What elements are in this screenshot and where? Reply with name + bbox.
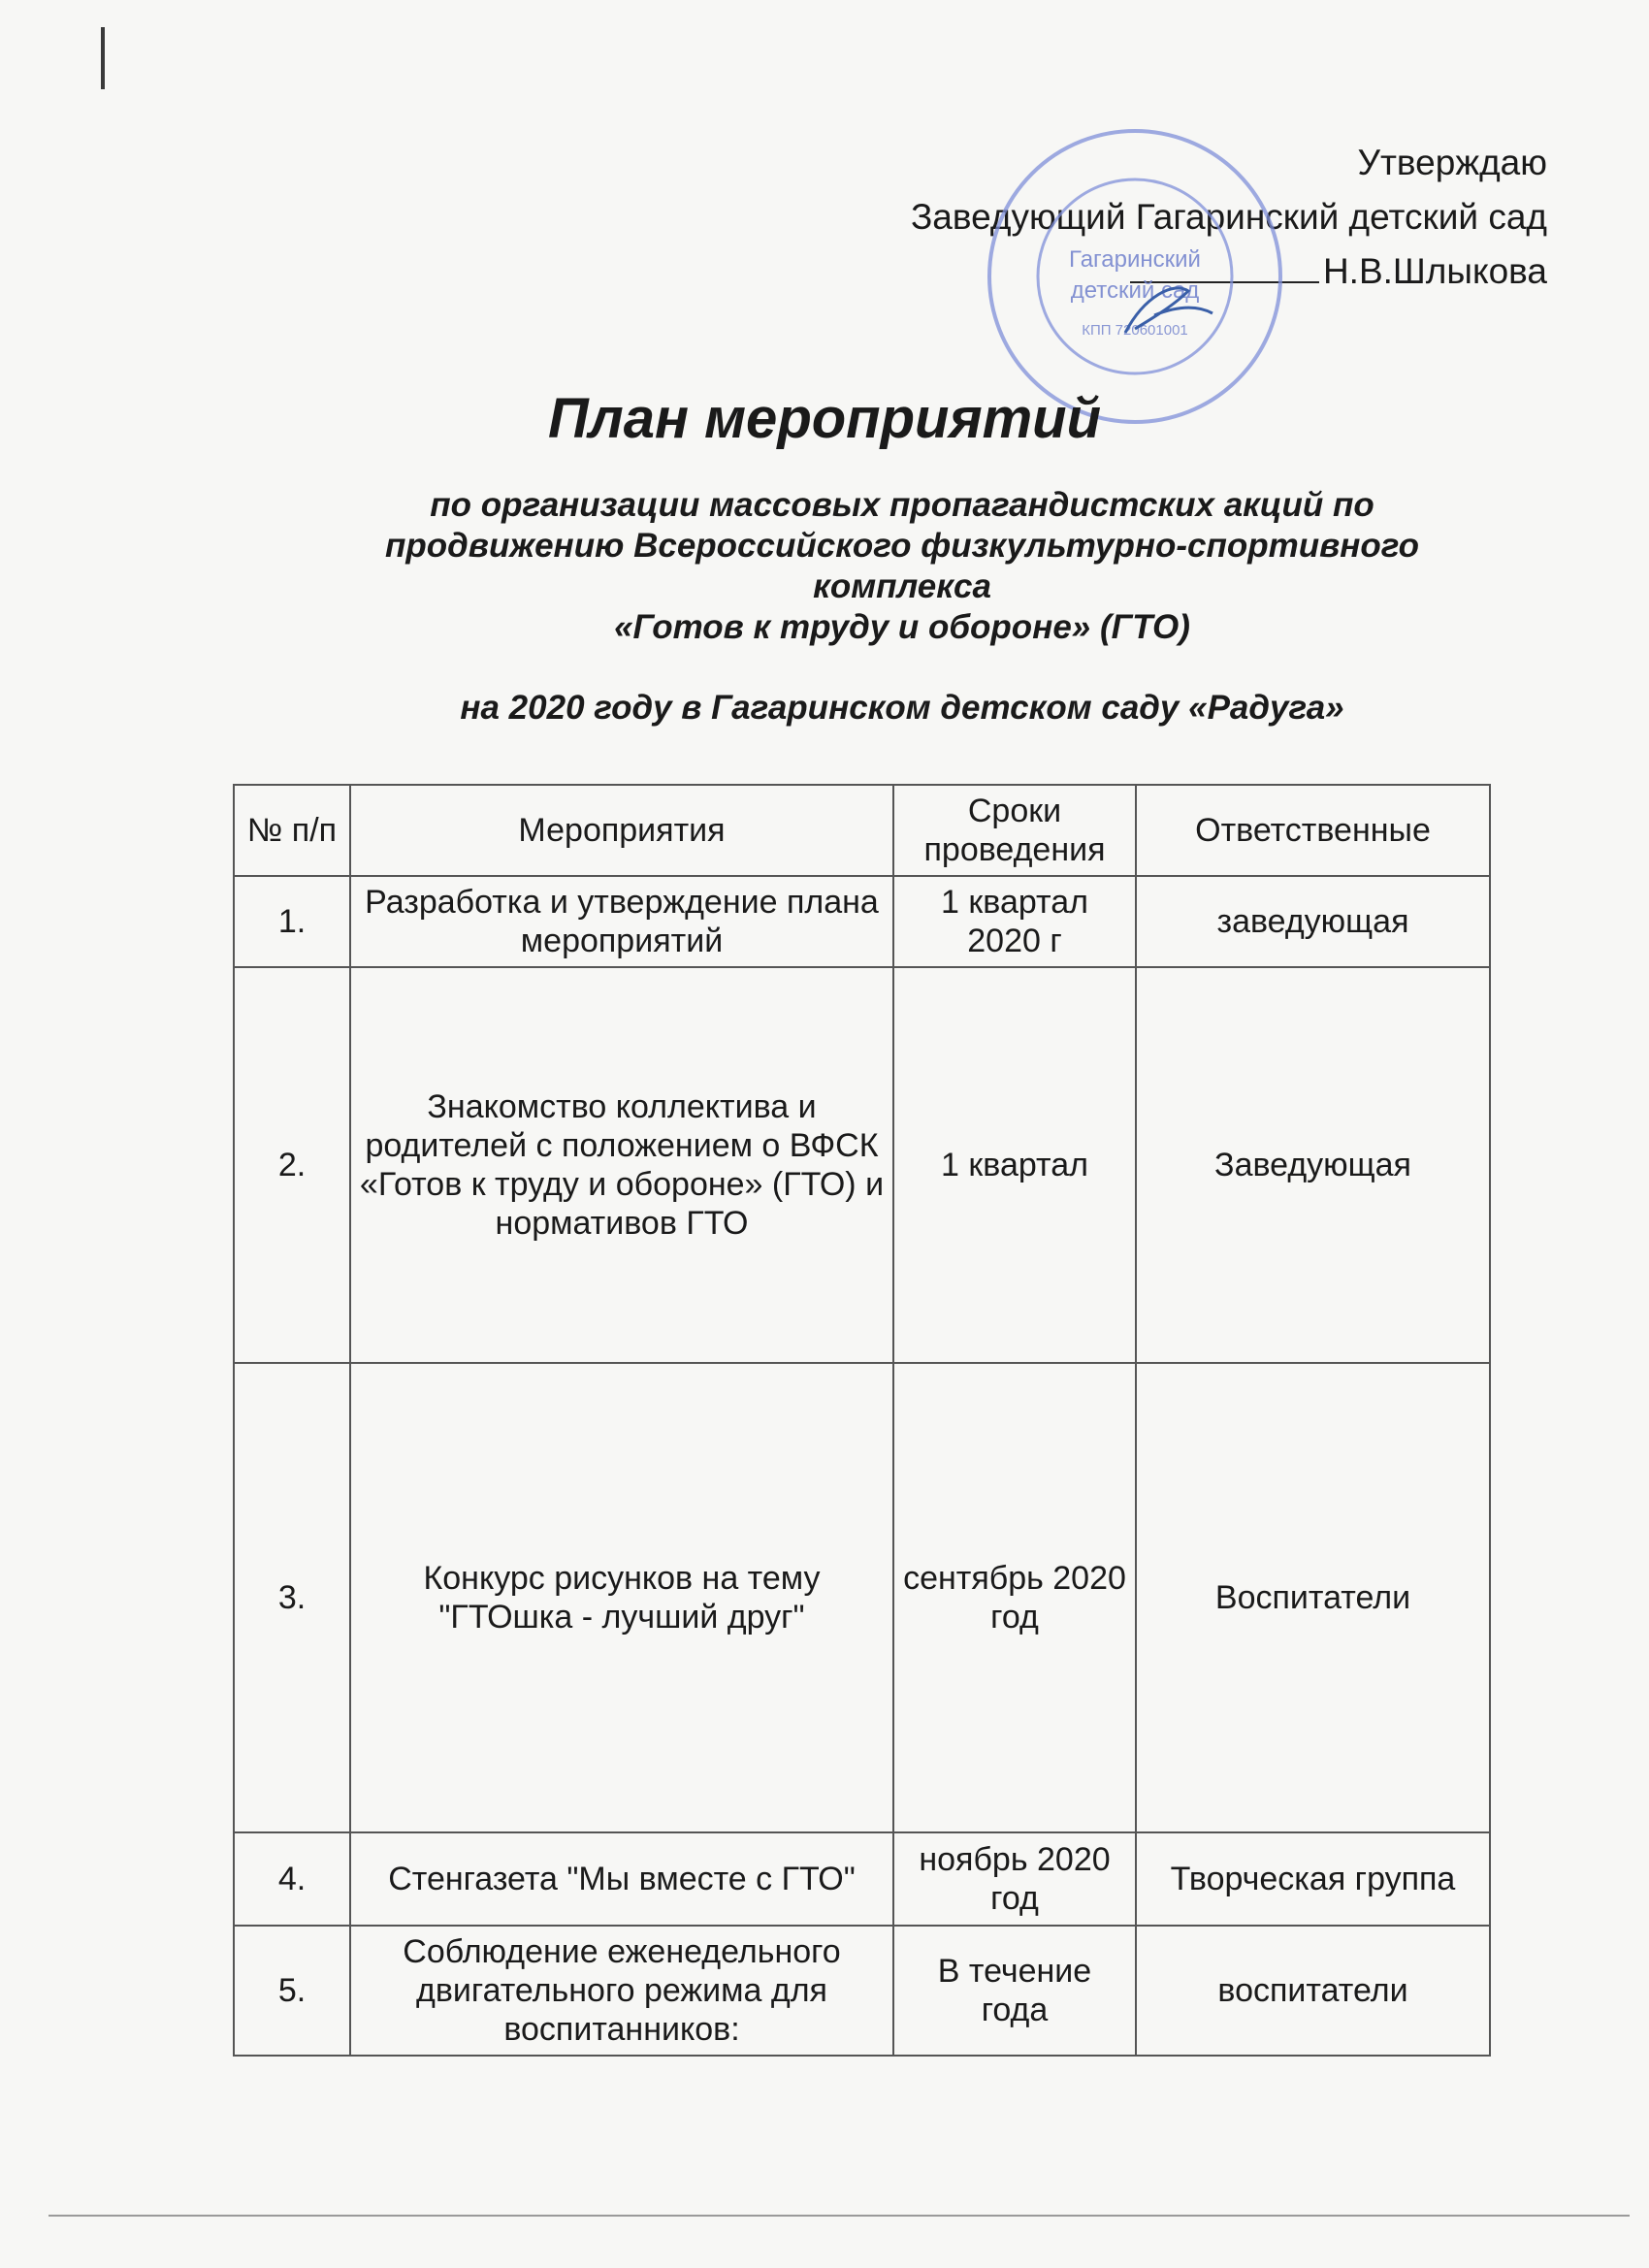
- stamp-text-kpp: КПП 720601001: [1082, 322, 1188, 339]
- row-dates: сентябрь 2020 год: [893, 1363, 1136, 1832]
- table-row: [234, 1832, 1490, 1926]
- stamp-text-2: детский сад: [1070, 277, 1200, 304]
- row-event: Стенгазета "Мы вместе с ГТО": [350, 1832, 893, 1926]
- table-row: [234, 967, 1490, 1363]
- subtitle-line-3: комплекса: [813, 567, 991, 605]
- header-responsible: Ответственные: [1136, 785, 1490, 876]
- row-num: 5.: [234, 1926, 350, 2056]
- scan-edge-mark: [101, 27, 105, 89]
- row-event: Конкурс рисунков на тему "ГТОшка - лучший друг": [350, 1363, 893, 1832]
- approval-title: Утверждаю: [1357, 143, 1547, 182]
- subtitle-line-5: на 2020 году в Гагаринском детском саду «Радуга»: [460, 689, 1344, 727]
- bottom-scan-line: [48, 2215, 1630, 2217]
- row-dates: 1 квартал 2020 г: [893, 876, 1136, 967]
- official-stamp: [980, 121, 1290, 432]
- row-dates: В течение года: [893, 1926, 1136, 2056]
- events-table: [233, 784, 1491, 2057]
- row-responsible: Заведующая: [1136, 967, 1490, 1363]
- row-responsible: Творческая группа: [1136, 1832, 1490, 1926]
- subtitle-line-4: «Готов к труду и обороне» (ГТО): [614, 608, 1190, 646]
- row-responsible: Воспитатели: [1136, 1363, 1490, 1832]
- approval-signer: Н.В.Шлыкова: [1322, 251, 1547, 291]
- document-title: План мероприятий: [547, 387, 1102, 450]
- subtitle-line-1: по организации массовых пропагандистских акций по: [430, 486, 1374, 524]
- table-header-row: [234, 785, 1490, 876]
- row-event: Знакомство коллектива и родителей с положением о ВФСК «Готов к труду и обороне» (ГТО) и нормативов ГТО: [350, 967, 893, 1363]
- table-row: [234, 1926, 1490, 2056]
- table-row: [234, 1363, 1490, 1832]
- header-num: № п/п: [234, 785, 350, 876]
- row-num: 1.: [234, 876, 350, 967]
- row-num: 3.: [234, 1363, 350, 1832]
- row-event: Разработка и утверждение плана мероприятий: [350, 876, 893, 967]
- row-responsible: заведующая: [1136, 876, 1490, 967]
- row-num: 4.: [234, 1832, 350, 1926]
- table-row: [234, 876, 1490, 967]
- header-dates: Сроки проведения: [893, 785, 1136, 876]
- row-dates: 1 квартал: [893, 967, 1136, 1363]
- header-event: Мероприятия: [350, 785, 893, 876]
- stamp-text-1: Гагаринский: [1069, 246, 1201, 273]
- document-subtitle: [291, 485, 1513, 648]
- subtitle-line-2: продвижению Всероссийского физкультурно-спортивного: [385, 527, 1419, 565]
- approval-position: Заведующий Гагаринский детский сад: [910, 197, 1547, 237]
- row-event: Соблюдение еженедельного двигательного режима для воспитанников:: [350, 1926, 893, 2056]
- row-num: 2.: [234, 967, 350, 1363]
- row-responsible: воспитатели: [1136, 1926, 1490, 2056]
- row-dates: ноябрь 2020 год: [893, 1832, 1136, 1926]
